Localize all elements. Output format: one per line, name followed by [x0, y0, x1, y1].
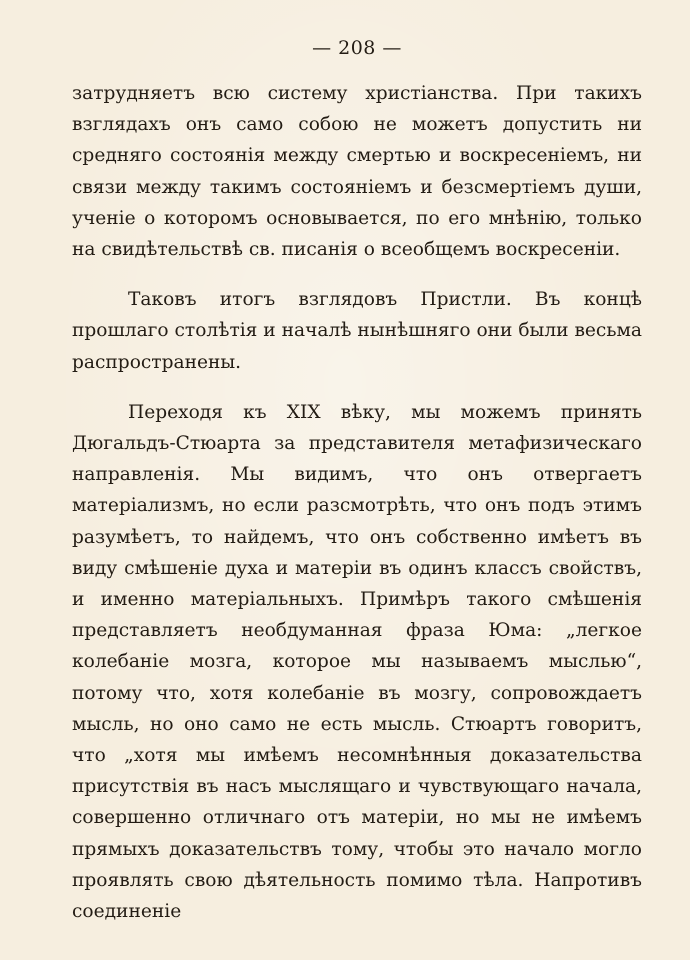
paragraph-3: Переходя къ XIX вѣку, мы можемъ принять Дюгальдъ-Стюарта за представителя метафизическаго направленія. Мы видимъ, что онъ отвергаетъ матеріализмъ, но если разсмотрѣть, что онъ подъ этимъ разумѣетъ, то найдемъ, что онъ собственно имѣетъ въ виду смѣшеніе духа и матеріи въ одинъ классъ свойствъ, и именно матеріальныхъ. Примѣръ такого смѣшенія представляетъ необдуманная фраза Юма: „легкое колебаніе мозга, которое мы называемъ мыслью“, потому что, хотя колебаніе въ мозгу, сопровождаетъ мысль, но оно само не есть мысль. Стюартъ говоритъ, что „хотя мы имѣемъ несомнѣнныя доказательства присутствія въ насъ мыслящаго и чувствующаго начала, совершенно отличнаго отъ матеріи, но мы не имѣемъ прямыхъ доказательствъ тому, чтобы это начало могло проявлять свою дѣятельность помимо тѣла. Напротивъ соединеніе: [72, 401, 642, 923]
page-body: [72, 78, 642, 927]
paragraph-2: Таковъ итогъ взглядовъ Пристли. Въ концѣ прошлаго столѣтія и началѣ нынѣшняго они были весьма распространены.: [72, 289, 643, 373]
page-number: — 208 —: [312, 37, 402, 59]
paragraph-1: затрудняетъ всю систему христіанства. При такихъ взглядахъ онъ само собою не можетъ допустить ни средняго состоянія между смертью и воскресеніемъ, ни связи между такимъ состояніемъ и безсмертіемъ души, ученіе о которомъ основывается, по его мнѣнію, только на свидѣтельствѣ св. писанія о всеобщемъ воскресеніи.: [72, 83, 642, 261]
